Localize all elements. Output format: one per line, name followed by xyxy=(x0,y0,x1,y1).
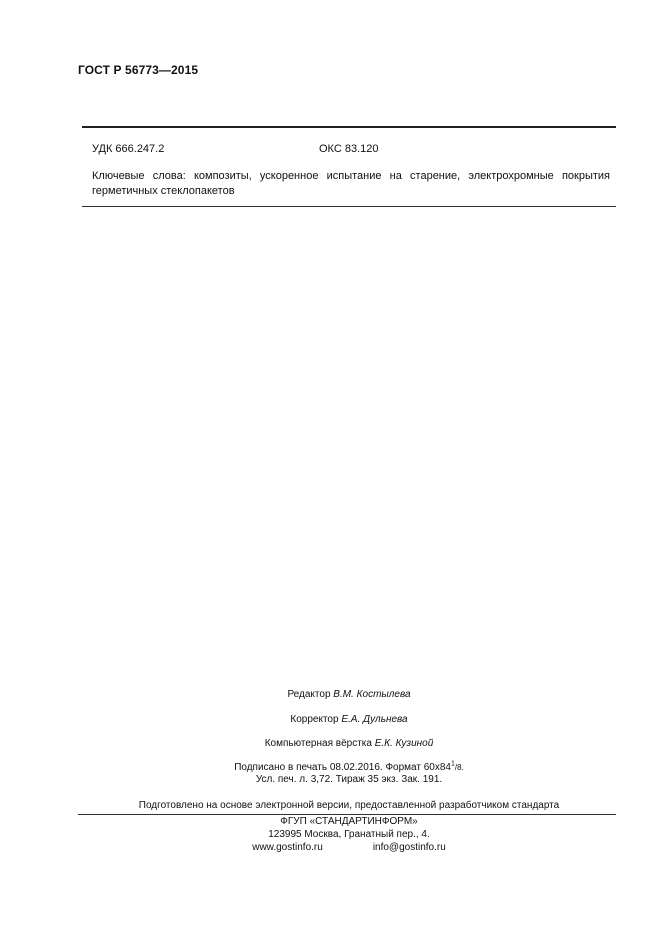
editor-name: В.М. Костылева xyxy=(333,689,411,700)
publisher-block xyxy=(82,815,616,854)
editor-label: Редактор xyxy=(287,689,331,700)
print-info-line1: Подписано в печать 08.02.2016. Формат $60x84^1/8$. xyxy=(234,760,464,773)
website-link[interactable]: www.gostinfo.ru xyxy=(252,842,323,853)
publisher-address: 123995 Москва, Гранатный пер., 4. xyxy=(268,829,430,840)
oks-code: ОКС 83.120 xyxy=(319,143,379,155)
format-fraction-numerator: 1 xyxy=(450,760,455,768)
prepared-note: Подготовлено на основе электронной версии, предоставленной разработчиком стандарта xyxy=(138,800,560,811)
publisher-name: ФГУП «СТАНДАРТИНФОРМ» xyxy=(280,816,418,827)
corrector-line xyxy=(82,714,616,725)
keywords-divider xyxy=(82,206,616,207)
layout-line xyxy=(82,738,616,749)
editor-line xyxy=(82,689,616,700)
layout-label: Компьютерная вёрстка xyxy=(264,738,372,749)
top-divider xyxy=(82,126,616,128)
corrector-label: Корректор xyxy=(290,714,339,725)
email-link[interactable]: info@gostinfo.ru xyxy=(372,842,446,853)
print-info xyxy=(82,762,616,786)
udk-code: УДК 666.247.2 xyxy=(92,143,165,155)
standard-number: ГОСТ Р 56773—2015 xyxy=(78,63,199,77)
corrector-name: Е.А. Дульнева xyxy=(341,714,408,725)
layout-name: Е.К. Кузиной xyxy=(374,738,434,749)
keywords-text: Ключевые слова: композиты, ускоренное испытание на старение, электрохромные покрытия герметичных стеклопакетов xyxy=(92,170,610,197)
publisher-contacts xyxy=(82,841,616,854)
format-fraction-denominator: /8. xyxy=(454,763,464,772)
print-info-line2: Усл. печ. л. 3,72. Тираж 35 экз. Зак. 191. xyxy=(255,774,443,785)
